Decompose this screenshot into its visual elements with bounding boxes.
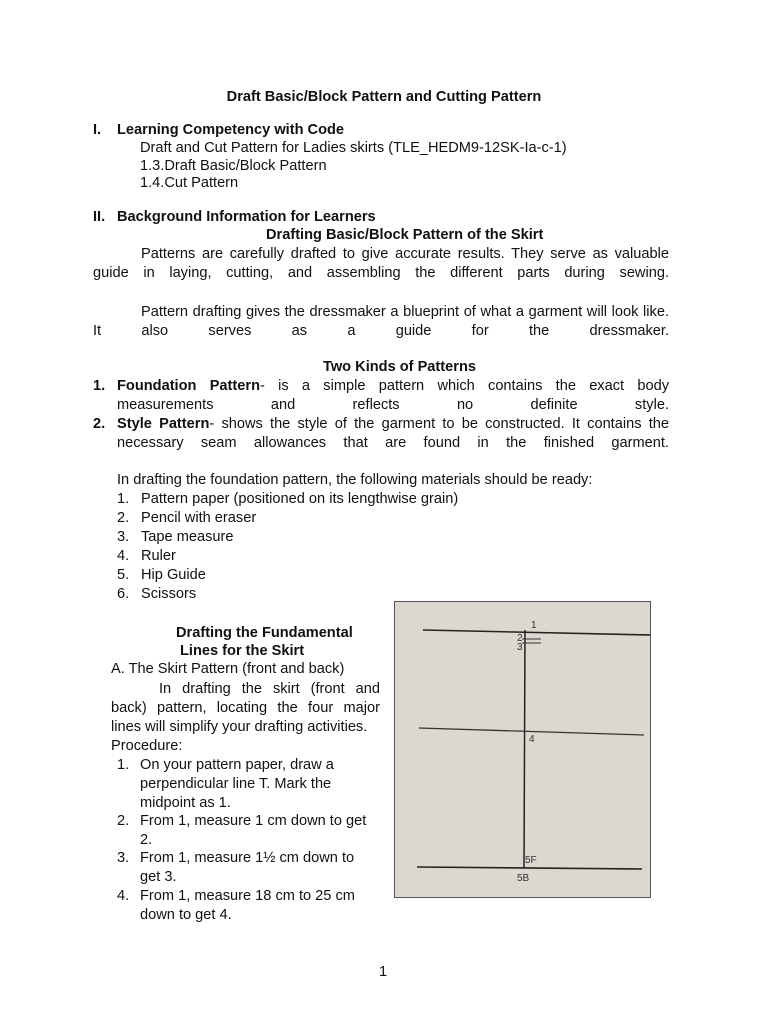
kind-number: 1. — [93, 378, 106, 394]
materials-item: Scissors — [141, 586, 197, 602]
section-1-number: I. — [93, 122, 102, 138]
competency-line: 1.3.Draft Basic/Block Pattern — [140, 158, 327, 174]
step-text — [140, 756, 334, 813]
step-line: From 1, measure 1½ cm down to — [140, 850, 355, 866]
materials-item: Ruler — [141, 548, 176, 564]
materials-number: 2. — [117, 510, 130, 526]
drafting-heading-line2: Lines for the Skirt — [180, 643, 305, 659]
skirt-drafting-diagram — [395, 602, 650, 897]
label-point-3: 3 — [517, 642, 523, 653]
step-line: From 1, measure 18 cm to 25 cm — [140, 888, 355, 904]
section-1-heading: Learning Competency with Code — [117, 122, 345, 138]
competency-line: 1.4.Cut Pattern — [140, 175, 239, 191]
materials-number: 6. — [117, 586, 130, 602]
vertical-center-line — [524, 630, 525, 868]
materials-number: 5. — [117, 567, 130, 583]
label-point-5b: 5B — [517, 873, 530, 884]
drafting-intro-line: In drafting the skirt (front and — [159, 681, 380, 697]
materials-item: Pattern paper (positioned on its lengthwise grain) — [141, 491, 459, 507]
hem-line — [417, 867, 642, 869]
step-line: From 1, measure 1 cm down to get — [140, 813, 367, 829]
materials-intro: In drafting the foundation pattern, the following materials should be ready: — [117, 472, 593, 488]
kind-term: Foundation Pattern — [117, 378, 260, 394]
label-point-5f: 5F — [525, 855, 537, 866]
section-2-number: II. — [93, 209, 106, 225]
step-line: midpoint as 1. — [140, 795, 231, 811]
page-title: Draft Basic/Block Pattern and Cutting Pattern — [226, 89, 542, 105]
skirt-drafting-figure — [394, 601, 651, 898]
page-number: 1 — [379, 964, 388, 980]
drafting-intro-line: back) pattern, locating the four major — [111, 700, 380, 716]
drafting-intro-line: lines will simplify your drafting activities. — [111, 719, 368, 735]
kind-number: 2. — [93, 416, 106, 432]
step-text — [140, 887, 355, 925]
step-number: 1. — [117, 757, 130, 773]
procedure-label: Procedure: — [111, 738, 183, 754]
step-line: perpendicular line T. Mark the — [140, 776, 332, 792]
kind-desc: - is a simple pattern which contains the exact body measurements and reflects no definite style. — [117, 378, 669, 413]
label-point-1: 1 — [531, 620, 537, 631]
competency-line: Draft and Cut Pattern for Ladies skirts (TLE_HEDM9-12SK-Ia-c-1) — [140, 140, 567, 156]
step-number: 3. — [117, 850, 130, 866]
label-point-2: 2 — [517, 633, 523, 644]
kind-item-style — [117, 415, 669, 453]
section-2-subheading: Drafting Basic/Block Pattern of the Skirt — [266, 227, 544, 243]
step-line: down to get 4. — [140, 907, 232, 923]
step-line: get 3. — [140, 869, 177, 885]
kind-desc: - shows the style of the garment to be constructed. It contains the necessary seam allowances that are found in the finished garment. — [117, 416, 669, 451]
materials-number: 3. — [117, 529, 130, 545]
step-line: 2. — [140, 832, 153, 848]
drafting-heading-line1: Drafting the Fundamental — [176, 625, 353, 641]
materials-number: 1. — [117, 491, 130, 507]
step-number: 4. — [117, 888, 130, 904]
materials-item: Hip Guide — [141, 567, 206, 583]
paragraph-patterns: Patterns are carefully drafted to give accurate results. They serve as valuable guide in laying, cutting, and assembling the different parts during sewing. — [93, 246, 669, 281]
kinds-heading: Two Kinds of Patterns — [323, 359, 476, 375]
step-text — [140, 812, 366, 850]
label-point-4: 4 — [529, 734, 535, 745]
materials-item: Tape measure — [141, 529, 234, 545]
step-number: 2. — [117, 813, 130, 829]
materials-number: 4. — [117, 548, 130, 564]
section-2-heading: Background Information for Learners — [117, 209, 376, 225]
step-line: On your pattern paper, draw a — [140, 757, 334, 773]
materials-item: Pencil with eraser — [141, 510, 257, 526]
paragraph-drafting: Pattern drafting gives the dressmaker a blueprint of what a garment will look like. It also serves as a guide for the dressmaker. — [93, 304, 669, 339]
kind-term: Style Pattern — [117, 416, 210, 432]
drafting-intro — [111, 680, 380, 737]
skirt-pattern-subsection: A. The Skirt Pattern (front and back) — [111, 661, 345, 677]
kind-item-foundation — [117, 377, 669, 415]
step-text — [140, 849, 354, 887]
